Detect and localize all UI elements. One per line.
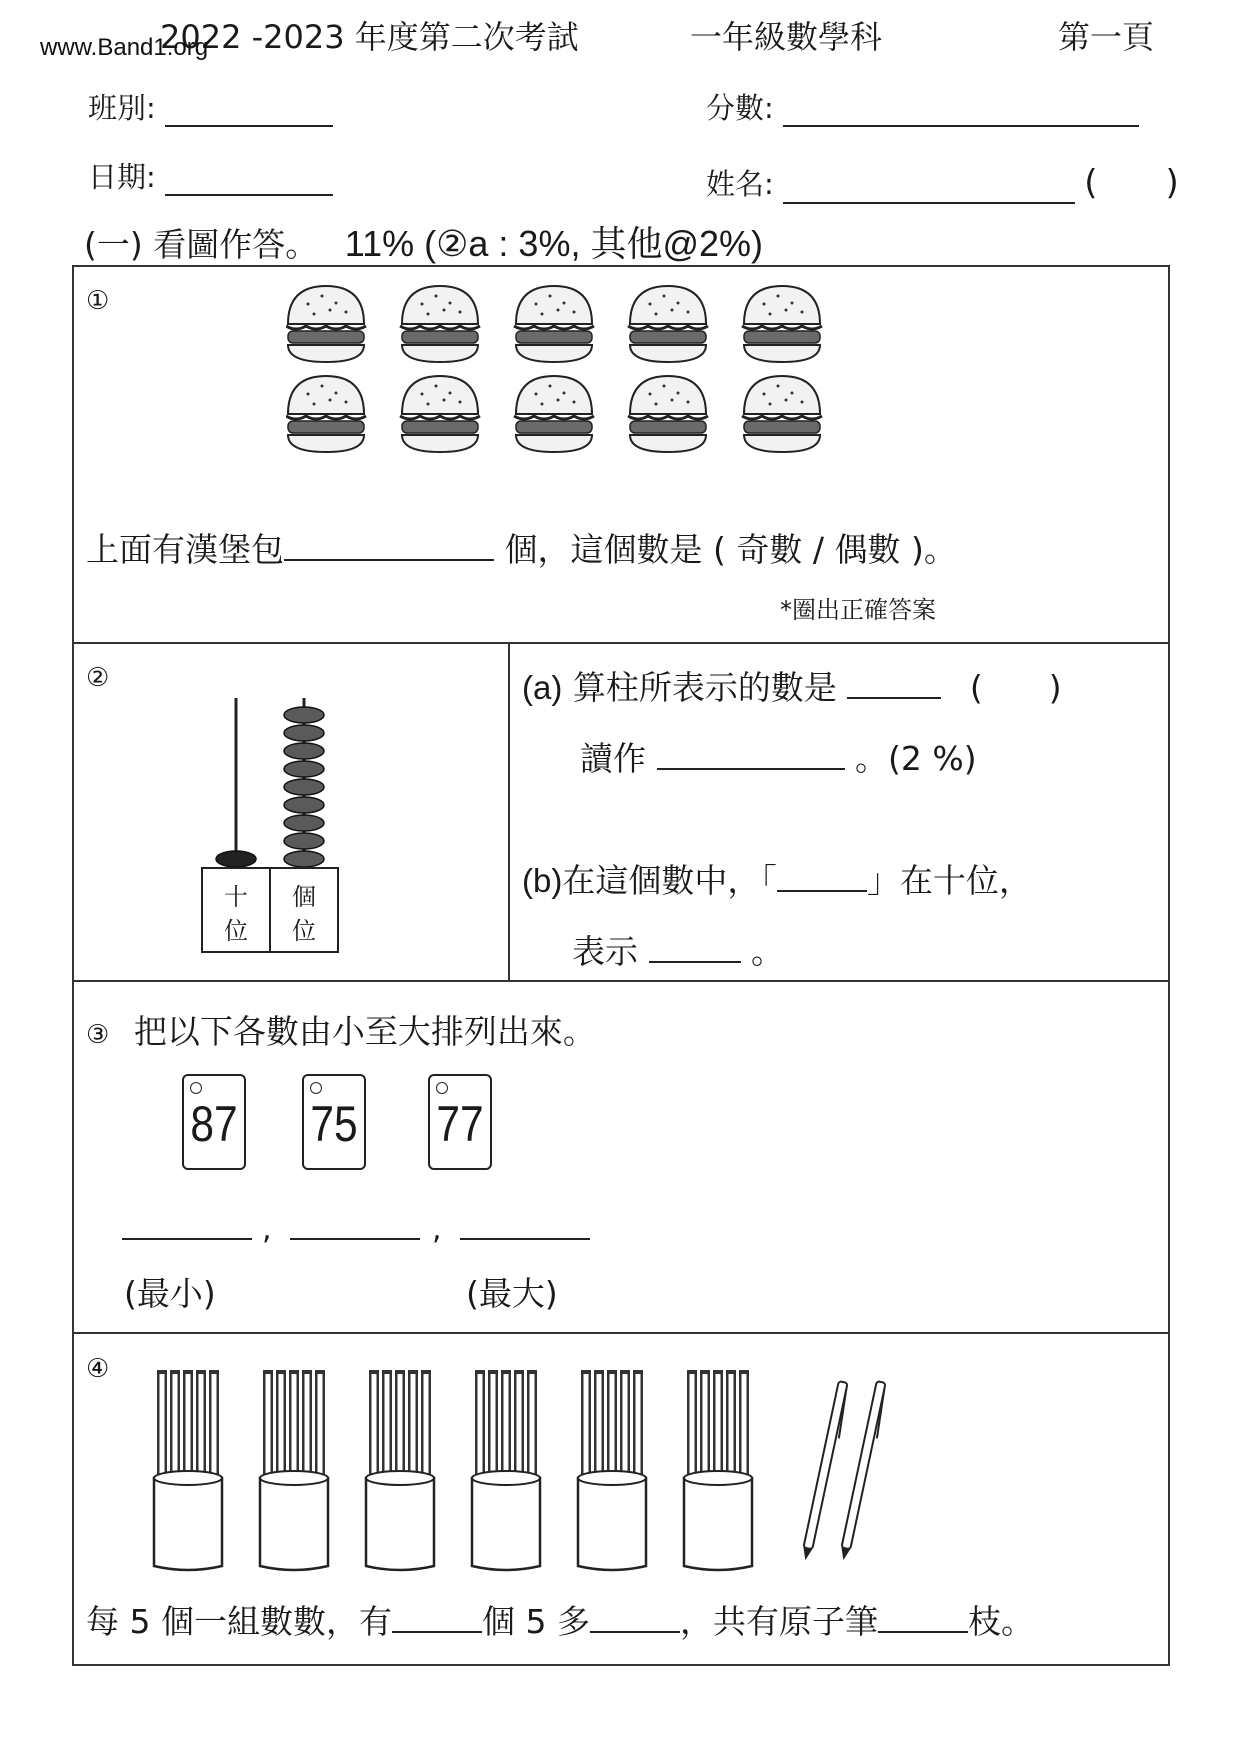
date-label: 日期:	[88, 160, 156, 194]
number-card	[428, 1074, 492, 1170]
exam-title: 2022 -2023 年度第二次考試	[160, 18, 579, 56]
burger-icon	[286, 286, 366, 362]
pen-cup-icon	[472, 1370, 540, 1570]
q3-largest: (最大)	[466, 1274, 558, 1313]
burger-icon	[514, 376, 594, 452]
class-number-paren: ( )	[1084, 163, 1179, 203]
burger-icon	[286, 376, 366, 452]
burger-grid	[286, 282, 846, 472]
q3-answer-blank-2[interactable]	[290, 1238, 420, 1240]
q3-instruction: 把以下各數由小至大排列出來。	[133, 1012, 596, 1051]
q2a-read: 讀作	[580, 739, 646, 778]
q2a-line2	[580, 733, 977, 780]
name-label: 姓名:	[706, 167, 774, 201]
q2b-line1	[522, 855, 1032, 902]
class-label: 班別:	[88, 91, 156, 125]
q2a-marks: 。(2 %)	[855, 739, 977, 778]
abacus-tens-label: 十 位	[224, 883, 248, 945]
number-card	[182, 1074, 246, 1170]
q2a-text: 算柱所表示的數是	[572, 668, 837, 707]
q1-sentence	[86, 524, 957, 571]
q2a-line1	[522, 662, 1062, 709]
burger-icon	[400, 286, 480, 362]
q2-divider	[508, 642, 510, 982]
score-input-line[interactable]	[783, 99, 1139, 127]
q2b-digit-blank[interactable]	[777, 857, 867, 892]
burger-icon	[514, 286, 594, 362]
q2-number: ②	[86, 663, 110, 693]
burger-icon	[628, 376, 708, 452]
q4-total-blank[interactable]	[878, 1598, 968, 1633]
name-field	[706, 155, 1179, 204]
name-input-line[interactable]	[783, 176, 1075, 204]
burger-icon	[742, 286, 822, 362]
q2b-label: (b)	[522, 862, 563, 899]
q4-number: ④	[86, 1354, 110, 1384]
section-title: (一) 看圖作答。	[84, 225, 319, 264]
q4-t1: 每 5 個一組數數，有	[86, 1602, 392, 1641]
q2b-text1: 在這個數中，「	[562, 861, 777, 900]
section-heading	[84, 216, 763, 267]
q1-text-a: 上面有漢堡包	[86, 530, 284, 569]
q1-answer-blank[interactable]	[284, 526, 494, 561]
pen-cup-icon	[260, 1370, 328, 1570]
q3-answer-blank-3[interactable]	[460, 1238, 590, 1240]
class-field	[88, 86, 333, 127]
q2b-value-blank[interactable]	[649, 928, 741, 963]
ones-beads	[284, 707, 324, 867]
q1-number: ①	[86, 286, 110, 316]
q2a-label: (a)	[522, 669, 563, 706]
subject-title: 一年級數學科	[690, 18, 883, 56]
q2a-paren: ( )	[969, 668, 1062, 707]
q2a-number-blank[interactable]	[847, 664, 941, 699]
q4-t4: 枝。	[967, 1602, 1034, 1641]
burger-icon	[742, 376, 822, 452]
q1-note: *圈出正確答案	[780, 596, 936, 624]
date-input-line[interactable]	[165, 168, 333, 196]
pen-icon	[839, 1381, 889, 1562]
watermark: www.Band1.org	[40, 34, 209, 61]
card-number: 75	[310, 1096, 358, 1152]
q2b-text2: 」在十位，	[866, 861, 1032, 900]
q3-heading	[86, 1006, 596, 1053]
q4-extra-blank[interactable]	[590, 1598, 680, 1633]
page-number: 第一頁	[1058, 18, 1155, 56]
section-marks: 11% (②a : 3%, 其他@2%)	[344, 223, 764, 264]
q2b-line2	[572, 926, 784, 973]
pen-cup-icon	[684, 1370, 752, 1570]
card-number: 87	[190, 1096, 238, 1152]
q1-text-b: 個，這個數是 ( 奇數 / 偶數 )。	[504, 530, 957, 569]
burger-icon	[400, 376, 480, 452]
score-label: 分數:	[706, 91, 774, 125]
q3-sep: ,	[432, 1212, 442, 1247]
number-card	[302, 1074, 366, 1170]
abacus-bead	[216, 851, 256, 867]
burger-icon	[628, 286, 708, 362]
q4-t3: ，共有原子筆	[679, 1602, 878, 1641]
score-field	[706, 86, 1139, 127]
q3-answer-blank-1[interactable]	[122, 1238, 252, 1240]
pen-icon	[801, 1381, 851, 1562]
q3-sep: ,	[262, 1212, 272, 1247]
abacus	[200, 690, 350, 960]
q4-sentence	[86, 1596, 1034, 1643]
q3-number: ③	[86, 1020, 110, 1050]
pen-cup-icon	[154, 1370, 222, 1570]
card-number: 77	[436, 1096, 484, 1152]
q4-t2: 個 5 多	[481, 1602, 590, 1641]
pen-cups	[148, 1370, 908, 1580]
class-input-line[interactable]	[165, 99, 333, 127]
q2a-read-blank[interactable]	[657, 735, 845, 770]
q2b-show: 表示	[572, 932, 638, 971]
q2b-end: 。	[751, 932, 784, 971]
date-field	[88, 155, 333, 196]
q4-groups-blank[interactable]	[392, 1598, 482, 1633]
pen-cup-icon	[366, 1370, 434, 1570]
q3-smallest: (最小)	[124, 1274, 216, 1313]
pen-cup-icon	[578, 1370, 646, 1570]
abacus-ones-label: 個 位	[292, 883, 316, 945]
